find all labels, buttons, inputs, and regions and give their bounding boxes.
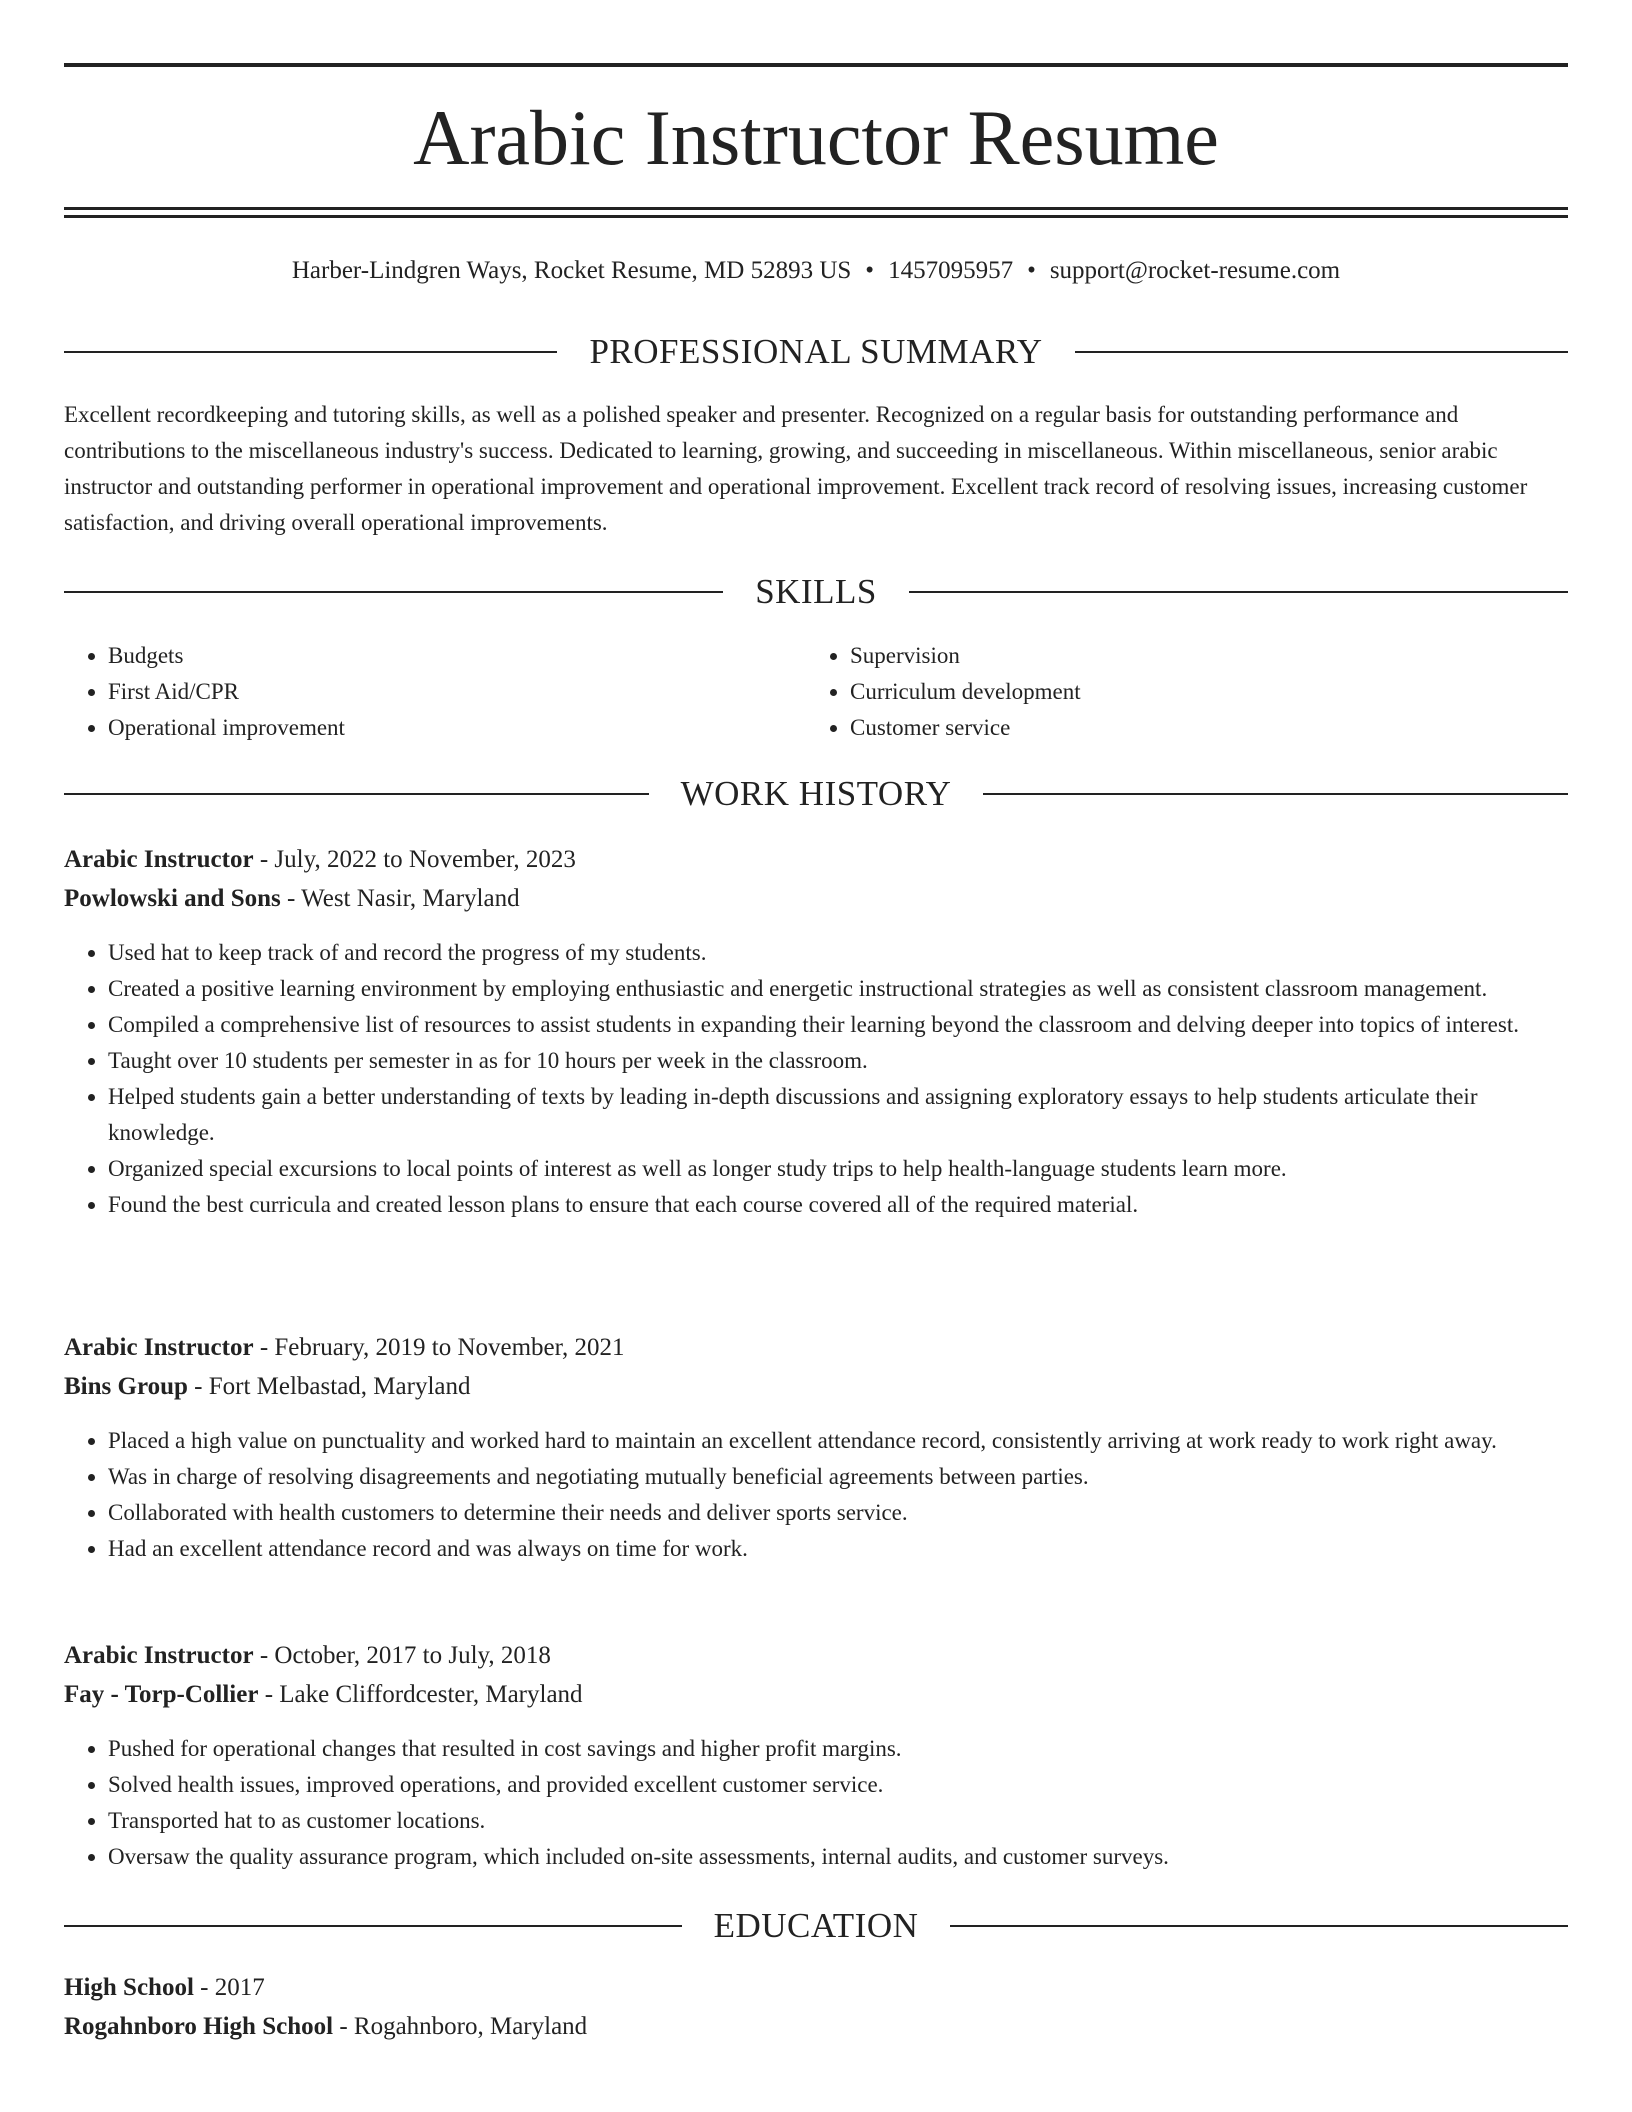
section-heading-skills [64, 570, 1568, 614]
education-degree: High School [64, 1974, 194, 2001]
heading-rule [64, 793, 649, 795]
job-company-line [64, 1677, 1568, 1713]
heading-rule [64, 591, 723, 593]
section-heading-work [64, 772, 1568, 816]
job-bullets [64, 1731, 1568, 1875]
skill-item: • Supervision [850, 638, 1546, 674]
heading-rule [983, 793, 1568, 795]
list-item: • Collaborated with health customers to determine their needs and deliver sports service. [108, 1495, 1568, 1531]
job-dates: - July, 2022 to November, 2023 [253, 846, 576, 873]
job-title-line [64, 842, 1568, 878]
job-title-line [64, 1638, 1568, 1674]
list-item: • Oversaw the quality assurance program, which included on-site assessments, internal audits, and customer surveys. [108, 1839, 1568, 1875]
contact-line [64, 254, 1568, 288]
job-company: Fay - Torp-Collier [64, 1681, 259, 1708]
job-title: Arabic Instructor [64, 846, 254, 873]
skill-item: • Budgets [108, 638, 804, 674]
title-rule-lower [64, 215, 1568, 218]
section-title: EDUCATION [713, 1906, 919, 1945]
section-heading-summary [64, 330, 1568, 374]
contact-separator: • [1027, 257, 1036, 284]
job-company-line [64, 1369, 1568, 1405]
list-item: • Organized special excursions to local points of interest as well as longer study trips to help health-language students learn more. [108, 1151, 1568, 1187]
section-title: SKILLS [755, 572, 877, 611]
job-title: Arabic Instructor [64, 1334, 254, 1361]
education-year: - 2017 [193, 1974, 265, 2001]
job-dates: - February, 2019 to November, 2021 [253, 1334, 625, 1361]
list-item: • Taught over 10 students per semester in as for 10 hours per week in the classroom. [108, 1043, 1568, 1079]
skills-column-right [806, 638, 1546, 746]
education-school: Rogahnboro High School [64, 2013, 334, 2040]
job-company-line [64, 881, 1568, 917]
job-title: Arabic Instructor [64, 1642, 254, 1669]
list-item: • Created a positive learning environment by employing enthusiastic and energetic instructional strategies as well as consistent classroom management. [108, 971, 1568, 1007]
job-bullets [64, 935, 1568, 1223]
list-item: • Had an excellent attendance record and was always on time for work. [108, 1531, 1568, 1567]
education-location: - Rogahnboro, Maryland [333, 2013, 588, 2040]
skill-item: • First Aid/CPR [108, 674, 804, 710]
section-heading-education [64, 1904, 1568, 1948]
list-item: • Compiled a comprehensive list of resources to assist students in expanding their learning beyond the classroom and delving deeper into topics of interest. [108, 1007, 1568, 1043]
summary-text: Excellent recordkeeping and tutoring skills, as well as a polished speaker and presenter. Recognized on a regular basis for outstanding performance and contributions to the miscellaneous industry's success. Dedicated to learning, growing, and succeeding in miscellaneous. Within miscellaneous, senior arabic instructor and outstanding performer in operational improvement and operational improvement. Excellent track record of resolving issues, increasing customer satisfaction, and driving overall operational improvements. [64, 402, 1528, 535]
top-rule [64, 63, 1568, 67]
list-item: • Solved health issues, improved operations, and provided excellent customer service. [108, 1767, 1568, 1803]
job-location: - Fort Melbastad, Maryland [187, 1373, 471, 1400]
job-location: - Lake Cliffordcester, Maryland [258, 1681, 583, 1708]
job-company: Powlowski and Sons [64, 885, 281, 912]
education-degree-line [64, 1970, 1568, 2006]
skill-item: • Customer service [850, 710, 1546, 746]
heading-rule [1075, 351, 1568, 353]
skill-item: • Operational improvement [108, 710, 804, 746]
heading-rule [64, 1925, 682, 1927]
contact-address: Harber-Lindgren Ways, Rocket Resume, MD 52893 US [291, 257, 852, 284]
contact-email: support@rocket-resume.com [1049, 257, 1341, 284]
list-item: • Was in charge of resolving disagreements and negotiating mutually beneficial agreements between parties. [108, 1459, 1568, 1495]
list-item: • Placed a high value on punctuality and worked hard to maintain an excellent attendance record, consistently arriving at work ready to work right away. [108, 1423, 1568, 1459]
list-item: • Found the best curricula and created lesson plans to ensure that each course covered all of the required material. [108, 1187, 1568, 1223]
heading-rule [909, 591, 1568, 593]
page-title: Arabic Instructor Resume [413, 94, 1219, 181]
contact-separator: • [865, 257, 875, 284]
list-item: • Pushed for operational changes that resulted in cost savings and higher profit margins. [108, 1731, 1568, 1767]
job-bullets [64, 1423, 1568, 1567]
skills-column-left [64, 638, 804, 746]
skill-item: • Curriculum development [850, 674, 1546, 710]
section-title: PROFESSIONAL SUMMARY [589, 332, 1043, 371]
job-dates: - October, 2017 to July, 2018 [253, 1642, 551, 1669]
education-school-line [64, 2009, 1568, 2045]
list-item: • Transported hat to as customer locations. [108, 1803, 1568, 1839]
title-rule-upper [64, 207, 1568, 210]
list-item: • Helped students gain a better understanding of texts by leading in-depth discussions and assigning exploratory essays to help students articulate their knowledge. [108, 1079, 1568, 1151]
section-title: WORK HISTORY [680, 774, 952, 813]
list-item: • Used hat to keep track of and record the progress of my students. [108, 935, 1568, 971]
job-company: Bins Group [64, 1373, 188, 1400]
contact-phone: 1457095957 [888, 257, 1014, 284]
heading-rule [64, 351, 557, 353]
job-location: - West Nasir, Maryland [280, 885, 520, 912]
heading-rule [950, 1925, 1568, 1927]
job-title-line [64, 1330, 1568, 1366]
